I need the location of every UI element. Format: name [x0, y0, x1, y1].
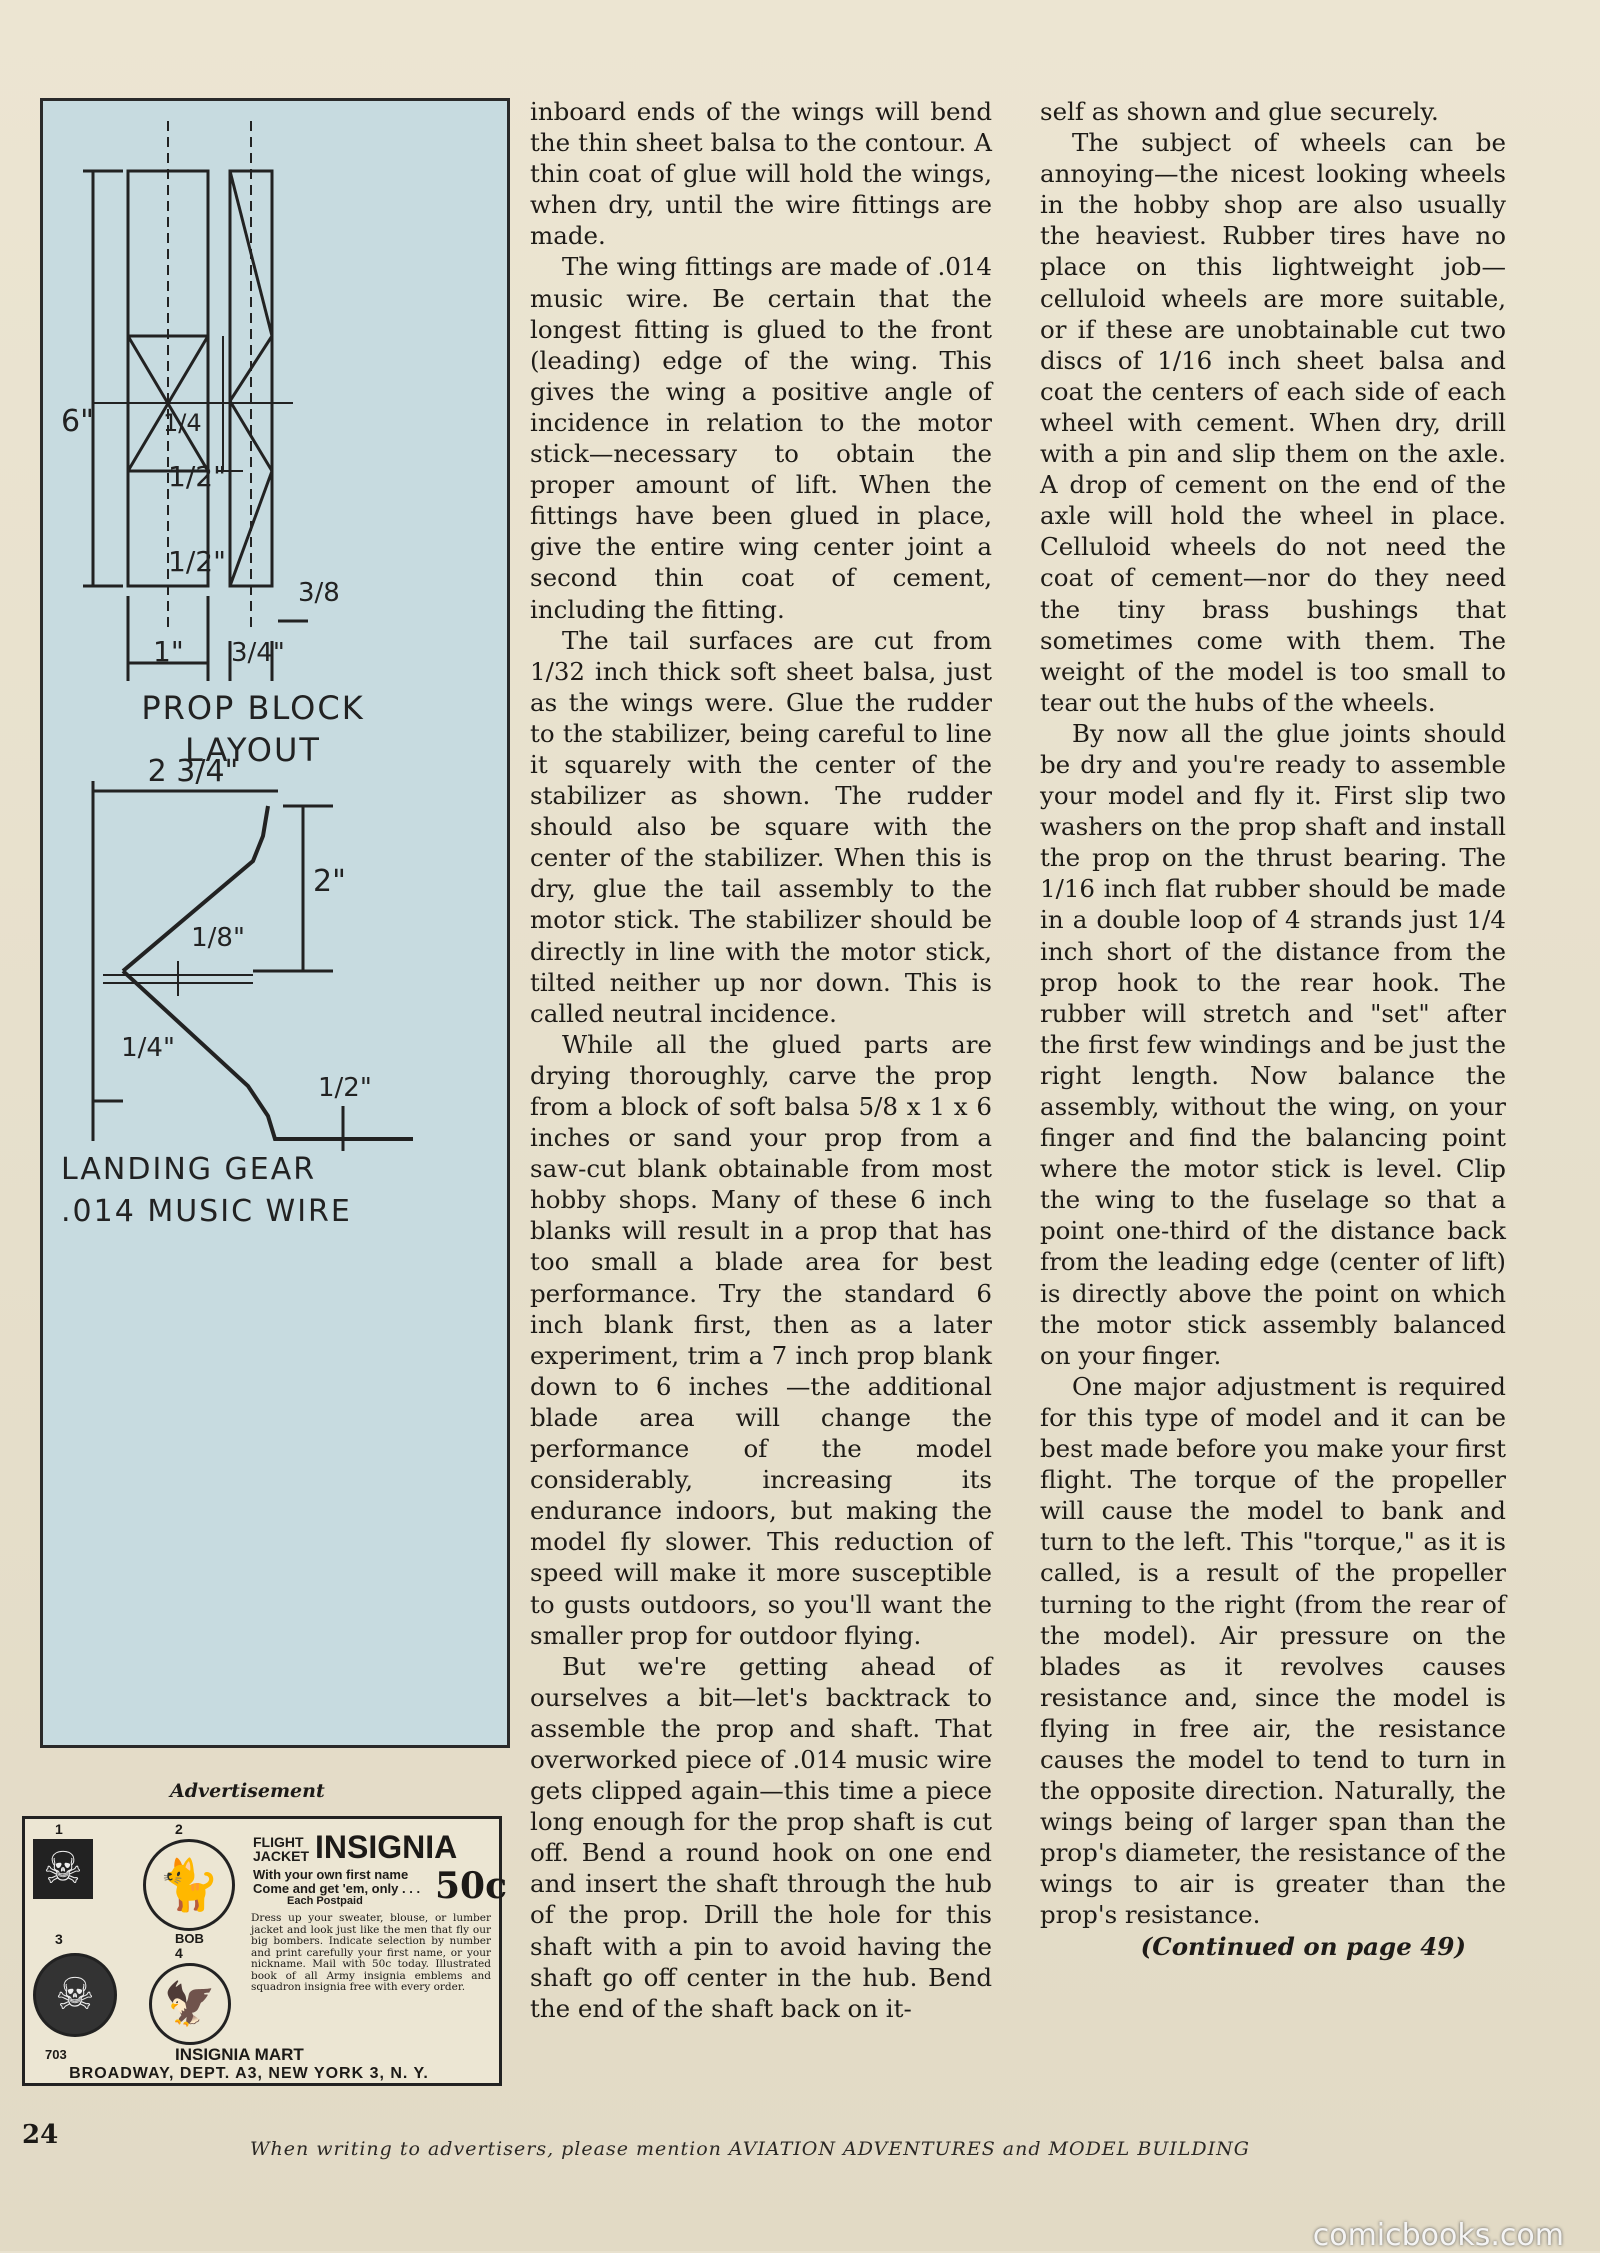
skull-emblem-icon: ☠	[33, 1953, 117, 2037]
col2-para-1: inboard ends of the wings will bend the thin sheet balsa to the contour. A thin coat of glue will hold the wings, when dry, until the wire fittings are made.	[530, 97, 992, 251]
ad-num-1: 1	[55, 1821, 63, 1837]
ad-headline: INSIGNIA	[315, 1829, 458, 1865]
col3-para-1: self as shown and glue securely.	[1040, 97, 1439, 126]
ad-company: INSIGNIA MART	[175, 2045, 304, 2064]
eagle-emblem-icon: 🦅	[149, 1963, 231, 2045]
gear-dim-half: 1/2"	[318, 1073, 372, 1103]
gear-dim-quarter: 1/4"	[121, 1033, 175, 1063]
page-number: 24	[22, 2120, 59, 2150]
ad-bob: BOB	[175, 1931, 204, 1946]
cat-mascot-icon: 🐈	[143, 1839, 235, 1931]
prop-dim-quarter: 1/4	[163, 409, 202, 437]
ad-label: Advertisement	[170, 1780, 325, 1802]
col3-para-4: One major adjustment is required for this type of model and it can be best made before you make your first flight. The torque of the propeller will cause the model to bank and turn to the left. This "torque," as it is called, is a result of the propeller turning to the right (from the rear of the model). Air pressure on the blades as it revolves causes resistance and, since the model is flying in free air, the resistance causes the model to tend to turn in the opposite direction. Naturally, the wings being of larger span than the prop's diameter, the resistance of the wings to air is greater than the prop's resistance.	[1040, 1371, 1506, 1930]
gear-title-1: LANDING GEAR	[61, 1152, 317, 1187]
footer-note: When writing to advertisers, please mention AVIATION ADVENTURES and MODEL BUILDING	[250, 2138, 1250, 2160]
ad-num-4: 4	[175, 1945, 183, 1961]
prop-dim-width: 1"	[153, 635, 184, 668]
col3-para-3: By now all the glue joints should be dry and you're ready to assemble your model and fly it. First slip two washers on the prop shaft and install the prop on the thrust bearing. The 1/16 inch flat rubber should be made in a double loop of 4 strands just 1/4 inch short of the distance from the prop hook to the rear hook. The rubber will stretch and "set" after the first few windings and be just the right length. Now balance the assembly, without the wing, on your finger and find the balancing point where the motor stick is level. Clip the wing to the fuselage so that a point one-third of the distance back from the leading edge (center of lift) is directly above the point on which the motor stick assembly balanced on your finger.	[1040, 718, 1506, 1370]
diagram-panel	[40, 98, 510, 1748]
gear-title-2: .014 MUSIC WIRE	[61, 1194, 352, 1229]
ad-num-3: 3	[55, 1931, 63, 1947]
prop-dim-three-eighth: 3/8	[298, 578, 340, 608]
ad-address: BROADWAY, DEPT. A3, NEW YORK 3, N. Y.	[69, 2065, 429, 2082]
ad-num-2: 2	[175, 1821, 183, 1837]
col2-para-4: While all the glued parts are drying thoroughly, carve the prop from a block of soft balsa 5/8 x 1 x 6 inches or sand your prop from a saw-cut blank obtainable from most hobby shops. Many of these 6 inch blanks will result in a prop that has too small a blade area for best performance. Try the standard 6 inch blank first, then as a later experiment, trim a 7 inch prop blank down to 6 inches —the additional blade area will change the performance of the model considerably, increasing its endurance indoors, but making the model fly slower. This reduction of speed will make it more susceptible to gusts outdoors, so you'll want the smaller prop for outdoor flying.	[530, 1029, 992, 1650]
col2-para-2: The wing fittings are made of .014 music wire. Be certain that the longest fitting is glued to the front (leading) edge of the wing. This gives the wing a positive angle of incidence in relation to the motor stick—necessary to obtain the proper amount of lift. When the fittings have been glued in place, give the entire wing center joint a second thin coat of cement, including the fitting.	[530, 252, 992, 624]
watermark: comicbooks.com	[1312, 2218, 1564, 2253]
ad-price: 50c	[435, 1865, 508, 1907]
col2-para-3: The tail surfaces are cut from 1/32 inch thick soft sheet balsa, just as the wings were. Glue the rudder to the stabilizer, being careful to line it squarely with the center of the stabilizer as shown. The rudder should also be square with the center of the stabilizer. When this is dry, glue the tail assembly to the motor stick. The stabilizer should be directly in line with the motor stick, tilted neither up nor down. This is called neutral incidence.	[530, 625, 992, 1028]
col3-para-2: The subject of wheels can be annoying—the nicest looking wheels in the hobby shop are also usually the heaviest. Rubber tires have no place on this lightweight job—celluloid wheels are more suitable, or if these are unobtainable cut two discs of 1/16 inch sheet balsa and coat the centers of each side of each wheel with cement. When dry, drill with a pin and slip them on the axle. A drop of cement on the end of the axle will hold the wheel in place. Celluloid wheels do not need the coat of cement—nor do they need the tiny brass bushings that sometimes come with them. The weight of the model is too small to tear out the hubs of the wheels.	[1040, 128, 1506, 717]
ad-num-703: 703	[45, 2047, 67, 2062]
col2-para-5: But we're getting ahead of ourselves a bit—let's backtrack to assemble the prop and shaft. That overworked piece of .014 music wire gets clipped again—this time a piece long enough for the prop shaft is cut off. Bend a round hook on one end and insert the shaft through the hub of the prop. Drill the hole for this shaft with a pin to avoid having the shaft go off center in the hub. Bend the end of the shaft back on it-	[530, 1651, 992, 2023]
ad-headline-small: FLIGHT JACKET	[253, 1834, 310, 1864]
article-column-middle	[530, 96, 992, 2024]
prop-title-1: PROP BLOCK	[141, 689, 365, 727]
article-column-right	[1040, 96, 1506, 1962]
prop-title-2: LAYOUT	[185, 731, 321, 769]
prop-dim-three-quarter: 3/4"	[231, 638, 285, 668]
gear-dim-eighth: 1/8"	[191, 923, 245, 953]
ad-each: Each Postpaid	[287, 1895, 363, 1907]
skull-crossbones-icon: ☠	[33, 1839, 93, 1899]
diagram-svg	[43, 101, 513, 1751]
gear-dim-width: 2 3/4"	[147, 754, 239, 789]
ad-subline: With your own first name	[253, 1867, 409, 1882]
gear-dim-height: 2"	[313, 864, 346, 899]
prop-dim-half-upper: 1/2"	[168, 460, 226, 493]
continued-note: (Continued on page 49)	[1140, 1931, 1466, 1961]
ad-subline-2: Come and get 'em, only . . .	[253, 1881, 421, 1896]
prop-dim-half-lower: 1/2"	[168, 545, 226, 578]
prop-block-drawing	[83, 121, 413, 1151]
insignia-advertisement	[22, 1816, 508, 2086]
prop-dim-height: 6"	[61, 404, 94, 439]
ad-body: Dress up your sweater, blouse, or lumber jacket and look just like the men that fly our big bombers. Indicate selection by number and print carefully your first name, or your nickname. Mail with 50c today. Illustrated book of all Army insignia emblems and squadron insignia free with every order.	[251, 1912, 491, 1993]
